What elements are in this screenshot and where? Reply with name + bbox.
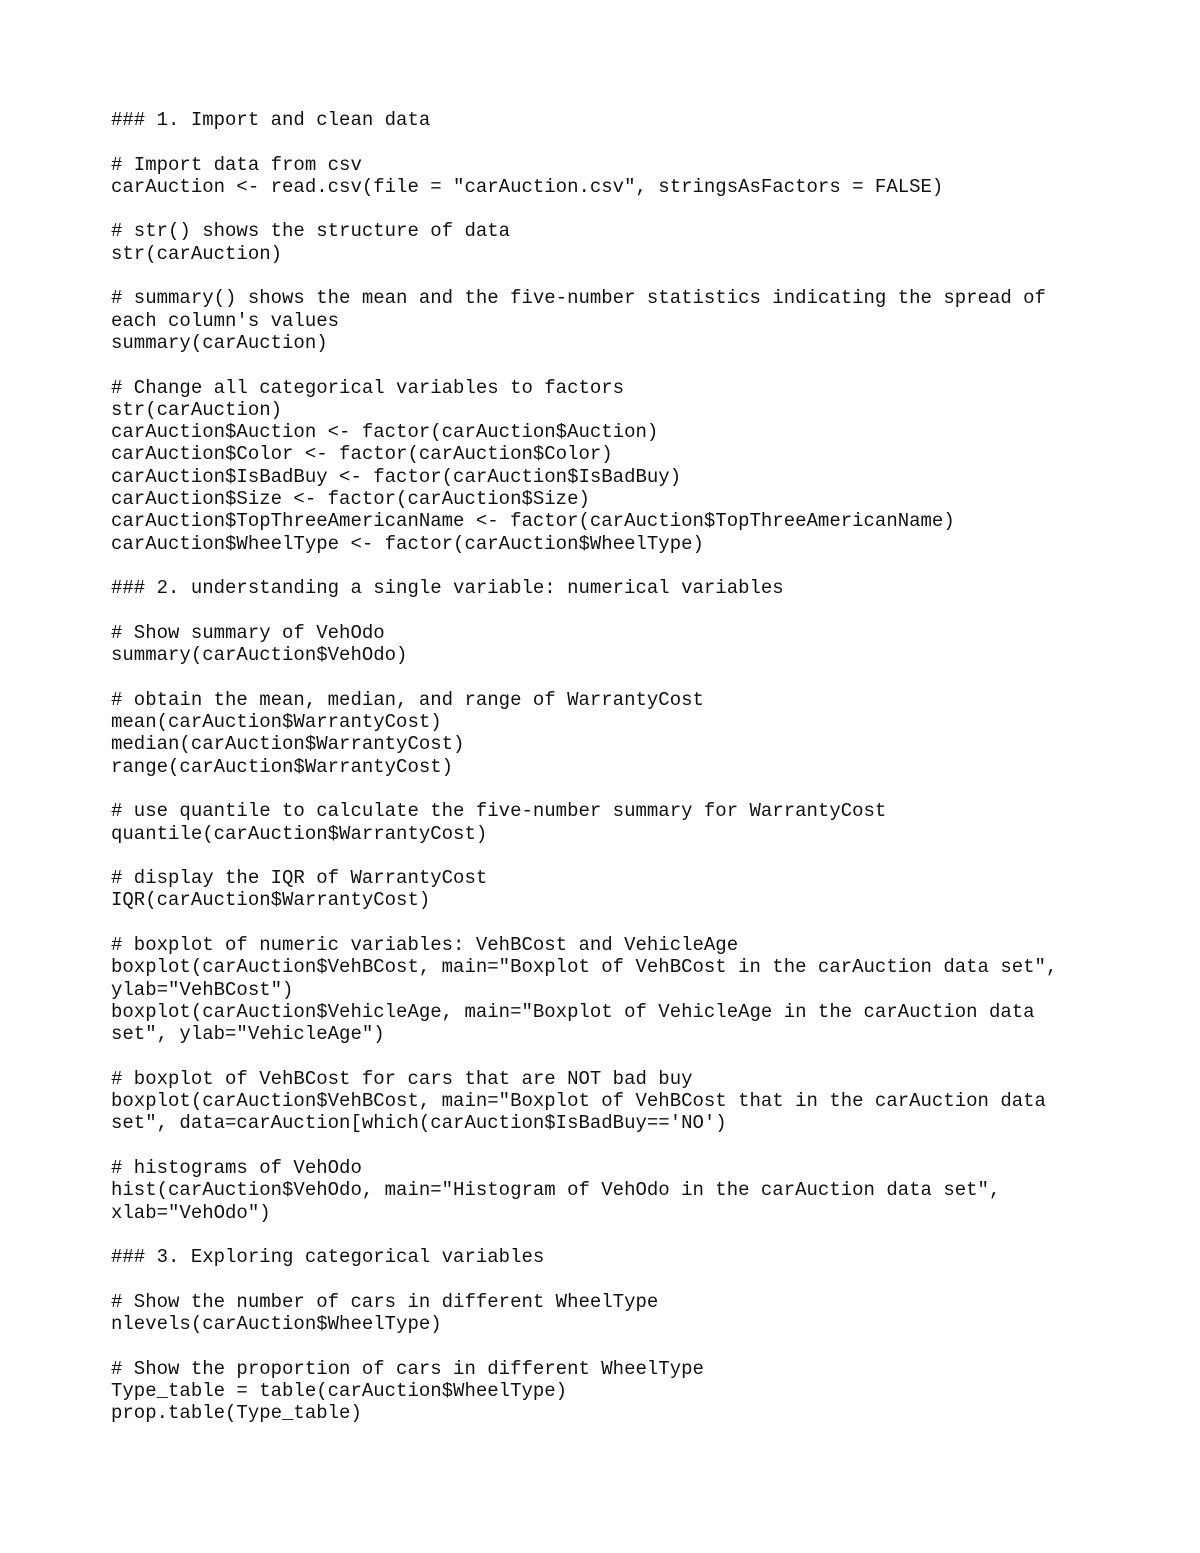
code-comment: # Change all categorical variables to factors (111, 376, 625, 399)
blank-line (111, 354, 1111, 376)
code-comment: # Import data from csv (111, 153, 362, 176)
blank-line (111, 600, 1111, 622)
code-comment: # summary() shows the mean and the five-number statistics indicating the spread of (111, 287, 1046, 310)
code-comment: # display the IQR of WarrantyCost (111, 867, 488, 890)
code-line: carAuction$TopThreeAmericanName <- factor(carAuction$TopThreeAmericanName) (111, 510, 955, 533)
code-line: range(carAuction$WarrantyCost) (111, 755, 454, 778)
blank-line (111, 912, 1111, 934)
section-heading: ### 2. understanding a single variable: numerical variables (111, 577, 784, 600)
blank-line (111, 778, 1111, 800)
code-line: summary(carAuction) (111, 331, 328, 354)
code-comment: # boxplot of numeric variables: VehBCost and VehicleAge (111, 933, 739, 956)
code-line: carAuction <- read.csv(file = "carAuction.csv", stringsAsFactors = FALSE) (111, 175, 944, 198)
code-line: carAuction$Color <- factor(carAuction$Color) (111, 443, 613, 466)
code-line: xlab="VehOdo") (111, 1201, 271, 1224)
code-line: ylab="VehBCost") (111, 978, 294, 1001)
code-line: carAuction$Size <- factor(carAuction$Size) (111, 488, 590, 511)
code-line: median(carAuction$WarrantyCost) (111, 733, 465, 756)
blank-line (111, 555, 1111, 577)
blank-line (111, 131, 1111, 153)
code-comment: # Show the number of cars in different WheelType (111, 1290, 659, 1313)
code-line: set", data=carAuction[which(carAuction$IsBadBuy=='NO') (111, 1112, 727, 1135)
code-line: prop.table(Type_table) (111, 1402, 362, 1425)
code-line: IQR(carAuction$WarrantyCost) (111, 889, 431, 912)
blank-line (111, 1135, 1111, 1157)
code-line: each column's values (111, 309, 340, 332)
blank-line (111, 666, 1111, 688)
code-line: set", ylab="VehicleAge") (111, 1023, 385, 1046)
blank-line (111, 1224, 1111, 1246)
code-line: boxplot(carAuction$VehBCost, main="Boxplot of VehBCost that in the carAuction data (111, 1090, 1046, 1113)
code-line: summary(carAuction$VehOdo) (111, 644, 408, 667)
blank-line (111, 1045, 1111, 1067)
code-line: carAuction$WheelType <- factor(carAuction$WheelType) (111, 532, 704, 555)
code-line: str(carAuction) (111, 242, 283, 265)
blank-line (111, 845, 1111, 867)
code-line: carAuction$Auction <- factor(carAuction$Auction) (111, 421, 659, 444)
code-comment: # use quantile to calculate the five-number summary for WarrantyCost (111, 800, 887, 823)
code-line: nlevels(carAuction$WheelType) (111, 1313, 442, 1336)
code-comment: # str() shows the structure of data (111, 220, 511, 243)
code-comment: # boxplot of VehBCost for cars that are NOT bad buy (111, 1067, 693, 1090)
code-line: boxplot(carAuction$VehicleAge, main="Boxplot of VehicleAge in the carAuction data (111, 1000, 1035, 1023)
code-line: carAuction$IsBadBuy <- factor(carAuction$IsBadBuy) (111, 465, 682, 488)
code-line: str(carAuction) (111, 398, 283, 421)
code-comment: # obtain the mean, median, and range of WarrantyCost (111, 688, 704, 711)
code-line: Type_table = table(carAuction$WheelType) (111, 1379, 568, 1402)
section-heading: ### 1. Import and clean data (111, 109, 431, 131)
code-comment: # histograms of VehOdo (111, 1156, 362, 1179)
code-line: hist(carAuction$VehOdo, main="Histogram of VehOdo in the carAuction data set", (111, 1179, 1001, 1202)
blank-line (111, 1335, 1111, 1357)
code-comment: # Show summary of VehOdo (111, 621, 385, 644)
code-line: mean(carAuction$WarrantyCost) (111, 711, 442, 734)
code-line: quantile(carAuction$WarrantyCost) (111, 822, 488, 845)
code-line: boxplot(carAuction$VehBCost, main="Boxplot of VehBCost in the carAuction data set", (111, 956, 1058, 979)
section-heading: ### 3. Exploring categorical variables (111, 1246, 545, 1269)
blank-line (111, 1268, 1111, 1290)
blank-line (111, 265, 1111, 287)
blank-line (111, 198, 1111, 220)
code-comment: # Show the proportion of cars in different WheelType (111, 1357, 704, 1380)
code-listing (111, 109, 1111, 1425)
